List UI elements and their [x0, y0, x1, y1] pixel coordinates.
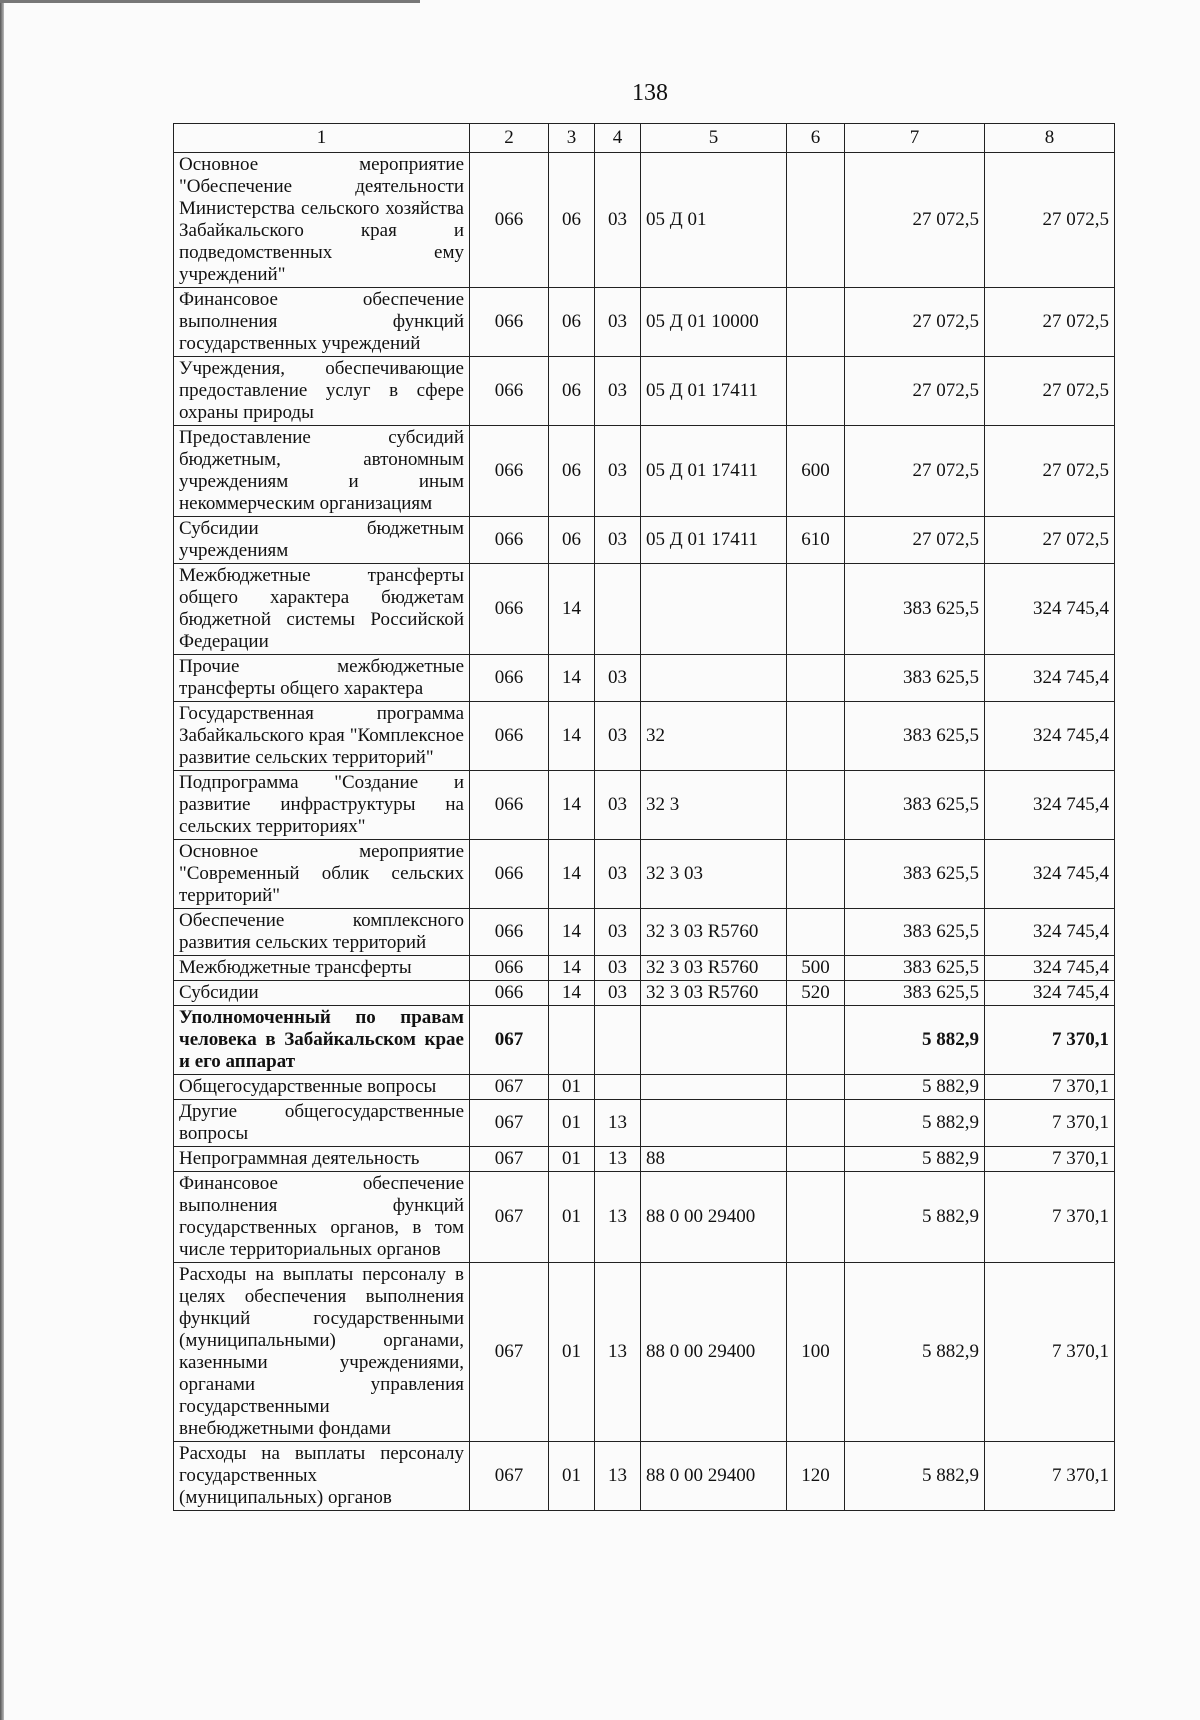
row-gr: 067	[470, 1442, 549, 1511]
row-value-2: 27 072,5	[985, 153, 1115, 288]
row-rz: 14	[549, 956, 595, 981]
table-row	[174, 288, 1115, 357]
row-csr: 32	[641, 702, 787, 771]
row-gr: 066	[470, 426, 549, 517]
row-value-1: 5 882,9	[845, 1006, 985, 1075]
row-value-2: 324 745,4	[985, 564, 1115, 655]
row-csr: 32 3	[641, 771, 787, 840]
row-csr	[641, 564, 787, 655]
row-vr	[787, 840, 845, 909]
row-name: Общегосударственные вопросы	[174, 1075, 470, 1100]
row-rz: 01	[549, 1075, 595, 1100]
table-row	[174, 702, 1115, 771]
row-gr: 067	[470, 1075, 549, 1100]
row-gr: 066	[470, 702, 549, 771]
row-name: Предоставление субсидий бюджетным, автономным учреждениям и иным некоммерческим организациям	[174, 426, 470, 517]
row-pr: 03	[595, 840, 641, 909]
row-name: Непрограммная деятельность	[174, 1147, 470, 1172]
row-value-2: 27 072,5	[985, 517, 1115, 564]
row-value-1: 27 072,5	[845, 426, 985, 517]
row-name: Подпрограмма "Создание и развитие инфраструктуры на сельских территориях"	[174, 771, 470, 840]
table-row	[174, 153, 1115, 288]
row-value-2: 324 745,4	[985, 702, 1115, 771]
row-value-2: 324 745,4	[985, 655, 1115, 702]
row-value-1: 5 882,9	[845, 1263, 985, 1442]
row-rz: 01	[549, 1172, 595, 1263]
row-value-1: 383 625,5	[845, 564, 985, 655]
row-name: Другие общегосударственные вопросы	[174, 1100, 470, 1147]
row-csr: 88 0 00 29400	[641, 1172, 787, 1263]
row-value-1: 5 882,9	[845, 1442, 985, 1511]
row-csr: 05 Д 01 17411	[641, 517, 787, 564]
header-cell: 7	[845, 124, 985, 153]
row-gr: 067	[470, 1100, 549, 1147]
row-vr	[787, 702, 845, 771]
scan-edge-top	[0, 0, 420, 3]
row-csr: 05 Д 01 10000	[641, 288, 787, 357]
row-rz: 01	[549, 1263, 595, 1442]
header-cell: 6	[787, 124, 845, 153]
row-csr: 32 3 03	[641, 840, 787, 909]
row-value-2: 324 745,4	[985, 771, 1115, 840]
row-rz: 14	[549, 702, 595, 771]
row-value-2: 324 745,4	[985, 909, 1115, 956]
row-csr: 88	[641, 1147, 787, 1172]
table-row	[174, 981, 1115, 1006]
row-pr: 03	[595, 426, 641, 517]
table-row	[174, 771, 1115, 840]
row-gr: 066	[470, 956, 549, 981]
row-name: Финансовое обеспечение выполнения функций государственных учреждений	[174, 288, 470, 357]
row-rz: 14	[549, 840, 595, 909]
row-value-2: 324 745,4	[985, 956, 1115, 981]
row-value-1: 383 625,5	[845, 771, 985, 840]
row-vr	[787, 1172, 845, 1263]
row-gr: 066	[470, 771, 549, 840]
row-pr: 03	[595, 702, 641, 771]
row-name: Учреждения, обеспечивающие предоставление услуг в сфере охраны природы	[174, 357, 470, 426]
row-pr: 03	[595, 771, 641, 840]
row-rz: 01	[549, 1442, 595, 1511]
row-pr	[595, 1006, 641, 1075]
row-gr: 066	[470, 153, 549, 288]
row-value-2: 7 370,1	[985, 1263, 1115, 1442]
row-csr: 05 Д 01 17411	[641, 357, 787, 426]
row-rz: 14	[549, 909, 595, 956]
header-cell: 5	[641, 124, 787, 153]
row-gr: 067	[470, 1006, 549, 1075]
row-pr: 03	[595, 517, 641, 564]
row-vr	[787, 288, 845, 357]
row-value-2: 7 370,1	[985, 1100, 1115, 1147]
row-rz: 14	[549, 655, 595, 702]
row-pr: 13	[595, 1100, 641, 1147]
table-row	[174, 655, 1115, 702]
row-value-1: 383 625,5	[845, 956, 985, 981]
row-vr	[787, 1006, 845, 1075]
row-value-1: 5 882,9	[845, 1172, 985, 1263]
row-pr: 13	[595, 1442, 641, 1511]
row-value-2: 7 370,1	[985, 1075, 1115, 1100]
row-name: Субсидии	[174, 981, 470, 1006]
row-vr: 610	[787, 517, 845, 564]
row-value-2: 7 370,1	[985, 1006, 1115, 1075]
table-row	[174, 1075, 1115, 1100]
row-vr: 520	[787, 981, 845, 1006]
header-cell: 3	[549, 124, 595, 153]
row-csr: 88 0 00 29400	[641, 1442, 787, 1511]
row-name: Уполномоченный по правам человека в Забайкальском крае и его аппарат	[174, 1006, 470, 1075]
header-cell: 4	[595, 124, 641, 153]
row-gr: 067	[470, 1172, 549, 1263]
row-vr: 600	[787, 426, 845, 517]
row-name: Прочие межбюджетные трансферты общего характера	[174, 655, 470, 702]
row-rz: 14	[549, 981, 595, 1006]
table-row	[174, 1263, 1115, 1442]
table-header-row	[174, 124, 1115, 153]
row-rz: 06	[549, 517, 595, 564]
row-value-2: 27 072,5	[985, 357, 1115, 426]
row-value-1: 5 882,9	[845, 1075, 985, 1100]
row-csr: 32 3 03 R5760	[641, 956, 787, 981]
row-gr: 066	[470, 564, 549, 655]
row-name: Расходы на выплаты персоналу государственных (муниципальных) органов	[174, 1442, 470, 1511]
row-csr: 88 0 00 29400	[641, 1263, 787, 1442]
row-name: Межбюджетные трансферты	[174, 956, 470, 981]
row-name: Межбюджетные трансферты общего характера бюджетам бюджетной системы Российской Федерации	[174, 564, 470, 655]
row-pr: 13	[595, 1172, 641, 1263]
row-vr	[787, 564, 845, 655]
row-value-1: 5 882,9	[845, 1100, 985, 1147]
row-vr	[787, 1147, 845, 1172]
row-name: Государственная программа Забайкальского края "Комплексное развитие сельских территорий"	[174, 702, 470, 771]
row-vr	[787, 153, 845, 288]
row-value-1: 27 072,5	[845, 153, 985, 288]
header-cell: 1	[174, 124, 470, 153]
budget-table	[173, 123, 1115, 1511]
row-rz: 06	[549, 357, 595, 426]
row-pr: 03	[595, 655, 641, 702]
row-value-1: 383 625,5	[845, 909, 985, 956]
row-name: Финансовое обеспечение выполнения функций государственных органов, в том числе территориальных органов	[174, 1172, 470, 1263]
row-gr: 066	[470, 981, 549, 1006]
row-name: Основное мероприятие "Обеспечение деятельности Министерства сельского хозяйства Забайкальского края и подведомственных ему учреждений"	[174, 153, 470, 288]
row-vr	[787, 771, 845, 840]
row-rz	[549, 1006, 595, 1075]
row-gr: 066	[470, 517, 549, 564]
row-rz: 01	[549, 1147, 595, 1172]
row-gr: 066	[470, 655, 549, 702]
row-value-2: 324 745,4	[985, 981, 1115, 1006]
row-rz: 01	[549, 1100, 595, 1147]
row-csr	[641, 1006, 787, 1075]
row-rz: 06	[549, 153, 595, 288]
row-value-1: 383 625,5	[845, 981, 985, 1006]
header-cell: 8	[985, 124, 1115, 153]
table-row	[174, 517, 1115, 564]
row-value-2: 7 370,1	[985, 1147, 1115, 1172]
row-name: Обеспечение комплексного развития сельских территорий	[174, 909, 470, 956]
row-pr: 03	[595, 956, 641, 981]
row-vr	[787, 1100, 845, 1147]
row-value-1: 27 072,5	[845, 357, 985, 426]
row-gr: 067	[470, 1147, 549, 1172]
table-row	[174, 357, 1115, 426]
row-rz: 14	[549, 771, 595, 840]
row-csr	[641, 655, 787, 702]
row-value-1: 5 882,9	[845, 1147, 985, 1172]
header-cell: 2	[470, 124, 549, 153]
table-row	[174, 1442, 1115, 1511]
table-row	[174, 1147, 1115, 1172]
row-csr: 32 3 03 R5760	[641, 909, 787, 956]
row-vr: 500	[787, 956, 845, 981]
row-vr	[787, 1075, 845, 1100]
row-csr: 05 Д 01	[641, 153, 787, 288]
row-gr: 066	[470, 357, 549, 426]
row-vr	[787, 357, 845, 426]
row-value-2: 27 072,5	[985, 426, 1115, 517]
row-csr	[641, 1100, 787, 1147]
table-row	[174, 1172, 1115, 1263]
row-pr: 03	[595, 981, 641, 1006]
row-rz: 06	[549, 426, 595, 517]
table-row	[174, 840, 1115, 909]
row-value-2: 27 072,5	[985, 288, 1115, 357]
row-vr	[787, 655, 845, 702]
table-row	[174, 564, 1115, 655]
row-gr: 066	[470, 840, 549, 909]
row-csr: 32 3 03 R5760	[641, 981, 787, 1006]
row-rz: 14	[549, 564, 595, 655]
table-row	[174, 426, 1115, 517]
row-vr	[787, 909, 845, 956]
row-vr: 100	[787, 1263, 845, 1442]
row-pr	[595, 564, 641, 655]
row-pr: 03	[595, 153, 641, 288]
row-name: Субсидии бюджетным учреждениям	[174, 517, 470, 564]
row-pr: 13	[595, 1147, 641, 1172]
row-value-1: 27 072,5	[845, 517, 985, 564]
row-pr: 03	[595, 357, 641, 426]
table-row	[174, 956, 1115, 981]
row-csr	[641, 1075, 787, 1100]
row-gr: 066	[470, 288, 549, 357]
row-value-1: 383 625,5	[845, 702, 985, 771]
row-pr: 03	[595, 288, 641, 357]
row-pr	[595, 1075, 641, 1100]
scan-edge	[0, 0, 4, 1720]
row-value-2: 7 370,1	[985, 1172, 1115, 1263]
row-vr: 120	[787, 1442, 845, 1511]
table-row	[174, 1100, 1115, 1147]
row-value-2: 7 370,1	[985, 1442, 1115, 1511]
table-row-bold	[174, 1006, 1115, 1075]
row-value-2: 324 745,4	[985, 840, 1115, 909]
row-pr: 13	[595, 1263, 641, 1442]
row-value-1: 383 625,5	[845, 655, 985, 702]
row-value-1: 383 625,5	[845, 840, 985, 909]
row-name: Основное мероприятие "Современный облик сельских территорий"	[174, 840, 470, 909]
row-name: Расходы на выплаты персоналу в целях обеспечения выполнения функций государственными (муниципальными) органами, казенными учреждениями, органами управления государственными внебюджетными фондами	[174, 1263, 470, 1442]
row-rz: 06	[549, 288, 595, 357]
row-gr: 066	[470, 909, 549, 956]
table-row	[174, 909, 1115, 956]
row-value-1: 27 072,5	[845, 288, 985, 357]
row-csr: 05 Д 01 17411	[641, 426, 787, 517]
page-number: 138	[632, 80, 668, 106]
row-pr: 03	[595, 909, 641, 956]
row-gr: 067	[470, 1263, 549, 1442]
